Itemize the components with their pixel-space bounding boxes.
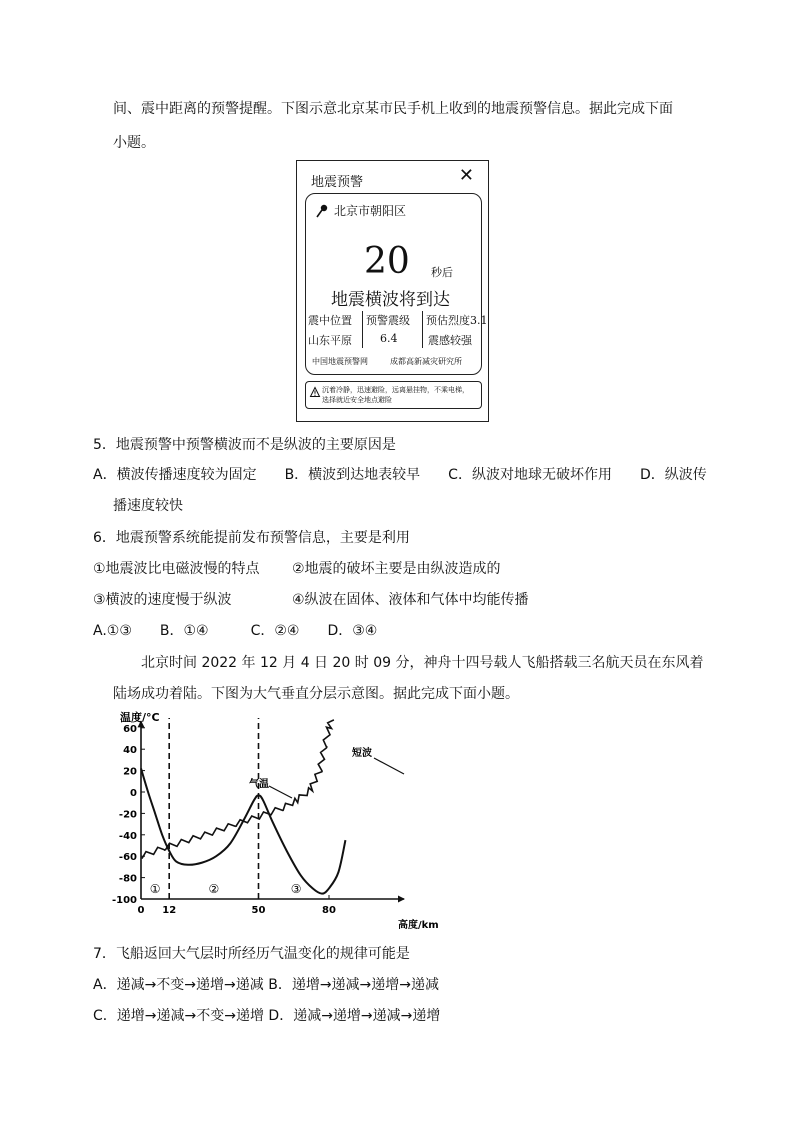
shortwave-label-leader — [374, 758, 404, 774]
intro-line-1: 间、震中距离的预警提醒。下图示意北京某市民手机上收到的地震预警信息。据此完成下面 — [113, 101, 673, 117]
earthquake-alert-card — [296, 160, 489, 422]
x-tick-label: 12 — [162, 905, 177, 916]
header-magnitude: 预警震级 — [366, 314, 410, 327]
temperature-label-leader — [269, 786, 292, 798]
y-tick-label: -60 — [118, 852, 137, 864]
header-intensity: 预估烈度3.1 — [426, 314, 488, 327]
shortwave-curve — [142, 720, 334, 859]
q6-item-3: ③横波的速度慢于纵波 — [93, 592, 232, 608]
q5-stem: 5．地震预警中预警横波而不是纵波的主要原因是 — [93, 437, 396, 453]
countdown-seconds: 20 — [364, 241, 410, 282]
y-tick-label: -20 — [118, 809, 137, 821]
y-tick-label: 60 — [123, 723, 137, 735]
countdown-unit: 秒后 — [431, 266, 453, 279]
y-axis-label: 温度/°C — [120, 711, 160, 724]
column-divider — [362, 311, 363, 348]
intro2-line-2: 陆场成功着陆。下图为大气垂直分层示意图。据此完成下面小题。 — [113, 686, 519, 702]
q6-options: A.①③ B．①④ C．②④ D．③④ — [93, 623, 378, 639]
x-tick-label: 50 — [251, 905, 266, 916]
y-tick-label: 0 — [130, 788, 137, 799]
layer-label: ③ — [290, 882, 302, 896]
q6-item-4: ④纵波在固体、液体和气体中均能传播 — [292, 592, 529, 608]
q5-options-cont: 播速度较快 — [113, 498, 183, 514]
header-epicenter: 震中位置 — [308, 314, 352, 327]
value-epicenter: 山东平原 — [308, 334, 352, 347]
series-label-temperature: 气温 — [249, 779, 269, 790]
notice-text — [322, 385, 482, 405]
alert-body — [305, 193, 488, 375]
temperature-curve — [141, 768, 345, 893]
intro-line-2: 小题。 — [113, 135, 155, 151]
value-intensity: 震感较强 — [428, 334, 472, 347]
chart-ticks — [112, 724, 336, 916]
chart-layer-labels — [150, 882, 302, 896]
safety-notice — [305, 381, 482, 409]
x-tick-label: 80 — [322, 905, 336, 916]
source-right: 成都高新减灾研究所 — [390, 357, 462, 366]
y-tick-label: -80 — [118, 873, 137, 885]
y-tick-label: -40 — [118, 830, 137, 842]
layer-label: ① — [149, 882, 161, 896]
alert-headline: 地震横波将到达 — [331, 290, 450, 310]
warning-icon — [310, 387, 320, 397]
value-magnitude: 6.4 — [380, 332, 398, 345]
column-divider — [422, 311, 423, 348]
location-pin-icon — [316, 204, 328, 218]
q6-item-2: ②地震的破坏主要是由纵波造成的 — [292, 561, 501, 577]
x-axis-arrow — [398, 896, 405, 903]
y-tick-label: -100 — [111, 895, 137, 906]
layer-label: ② — [208, 882, 220, 896]
q7-options-ab: A．递减→不变→递增→递减 B．递增→递减→递增→递减 — [93, 977, 440, 993]
series-label-shortwave: 短波 — [352, 748, 372, 759]
source-left: 中国地震预警网 — [312, 357, 368, 366]
q5-options: A．横波传播速度较为固定 B．横波到达地表较早 C．纵波对地球无破坏作用 D．纵波传 — [93, 467, 707, 483]
chart-series — [141, 720, 404, 894]
q7-options-cd: C．递增→递减→不变→递增 D．递减→递增→递减→递增 — [93, 1008, 441, 1024]
x-tick-label: 0 — [137, 905, 145, 916]
q6-stem: 6．地震预警系统能提前发布预警信息，主要是利用 — [93, 530, 410, 546]
notice-line-2: 选择就近安全地点避险 — [322, 396, 392, 404]
q7-stem: 7．飞船返回大气层时所经历气温变化的规律可能是 — [93, 946, 410, 962]
intro2-line-1: 北京时间 2022 年 12 月 4 日 20 时 09 分，神舟十四号载人飞船搭载三名航天员在东风着 — [141, 655, 704, 671]
alert-location: 北京市朝阳区 — [334, 204, 407, 218]
y-tick-label: 20 — [123, 766, 137, 778]
x-axis-label: 高度/km — [398, 920, 439, 931]
atmosphere-layers-chart — [111, 711, 446, 931]
q6-item-1: ①地震波比电磁波慢的特点 — [93, 561, 260, 577]
alert-title: 地震预警 — [311, 175, 364, 190]
chart-dashed-lines — [169, 718, 258, 899]
notice-line-1: 沉着冷静，迅速避险，远离悬挂物，不乘电梯， — [322, 386, 469, 394]
y-tick-label: 40 — [123, 745, 137, 757]
close-icon[interactable]: ✕ — [458, 165, 474, 186]
